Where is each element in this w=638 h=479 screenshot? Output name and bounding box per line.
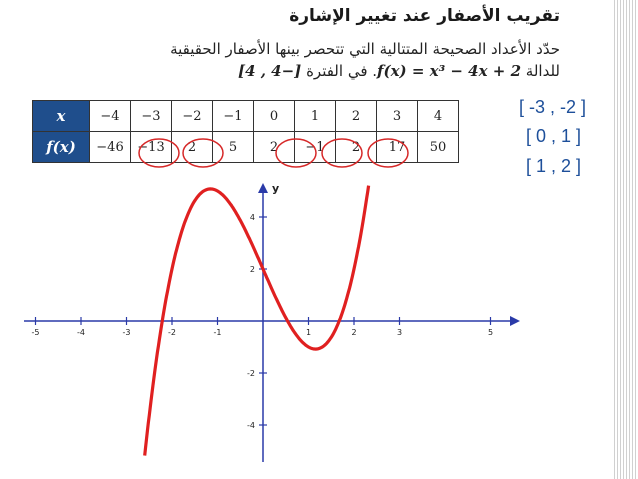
table-cell: 17 [377, 132, 418, 163]
table-cell: 2 [336, 132, 377, 163]
table-cell: 1 [295, 101, 336, 132]
circle-mark [368, 139, 408, 167]
instruction-line-2: للدالة f(x) = x³ − 4x + 2. في الفترة [−4 , 4] [237, 62, 560, 80]
domain-interval: [−4 , 4] [237, 62, 302, 80]
x-axis-arrow [510, 316, 520, 326]
x-tick-label: 1 [305, 328, 312, 337]
circle-mark [322, 139, 362, 167]
interval-answer-3: [ 1 , 2 ] [526, 156, 582, 176]
table-cell: 50 [418, 132, 459, 163]
y-tick-label: 2 [249, 265, 255, 274]
circle-mark [139, 139, 179, 167]
table-cell: −4 [90, 101, 131, 132]
x-tick-label: -2 [168, 328, 176, 337]
circle-mark [183, 139, 223, 167]
y-axis-arrow [258, 183, 268, 193]
x-tick-label: -5 [31, 328, 40, 337]
table-cell: 2 [172, 132, 213, 163]
table-cell: −13 [131, 132, 172, 163]
x-tick-label: 2 [351, 328, 357, 337]
table-cell: −3 [131, 101, 172, 132]
table-cell: 4 [418, 101, 459, 132]
y-axis-label: y [272, 182, 280, 195]
table-cell: 0 [254, 101, 295, 132]
fx-header-cell: f(x) [33, 132, 90, 163]
x-tick-label: -1 [213, 328, 222, 337]
table-cell: 5 [213, 132, 254, 163]
page-title: تقريب الأصفار عند تغيير الإشارة [289, 6, 560, 26]
interval-answer-1: [ -3 , -2 ] [519, 97, 587, 117]
circle-mark [276, 139, 316, 167]
x-tick-label: -4 [77, 328, 85, 337]
function-formula: f(x) = x³ − 4x + 2 [377, 62, 522, 80]
table-cell: 3 [377, 101, 418, 132]
y-tick-label: -2 [247, 369, 255, 378]
x-tick-label: 3 [396, 328, 403, 337]
table-cell: −2 [172, 101, 213, 132]
interval-answer-2: [ 0 , 1 ] [526, 126, 582, 146]
table-cell: −1 [213, 101, 254, 132]
page-edge-decoration [614, 0, 638, 479]
table-cell: −1 [295, 132, 336, 163]
sign-change-circles [139, 139, 408, 167]
x-header-cell: x [33, 101, 90, 132]
instruction-prefix: للدالة [525, 62, 560, 80]
y-tick-label: -4 [247, 421, 255, 430]
table-cell: −46 [90, 132, 131, 163]
table-cell: 2 [254, 132, 295, 163]
instruction-line-1: حدّد الأعداد الصحيحة المتتالية التي تتحصر بينها الأصفار الحقيقية [170, 40, 560, 58]
instruction-mid: في الفترة [306, 62, 368, 80]
x-tick-label: 5 [487, 328, 494, 337]
x-tick-label: -3 [122, 328, 131, 337]
table-cell: 2 [336, 101, 377, 132]
y-tick-label: 4 [249, 213, 255, 222]
